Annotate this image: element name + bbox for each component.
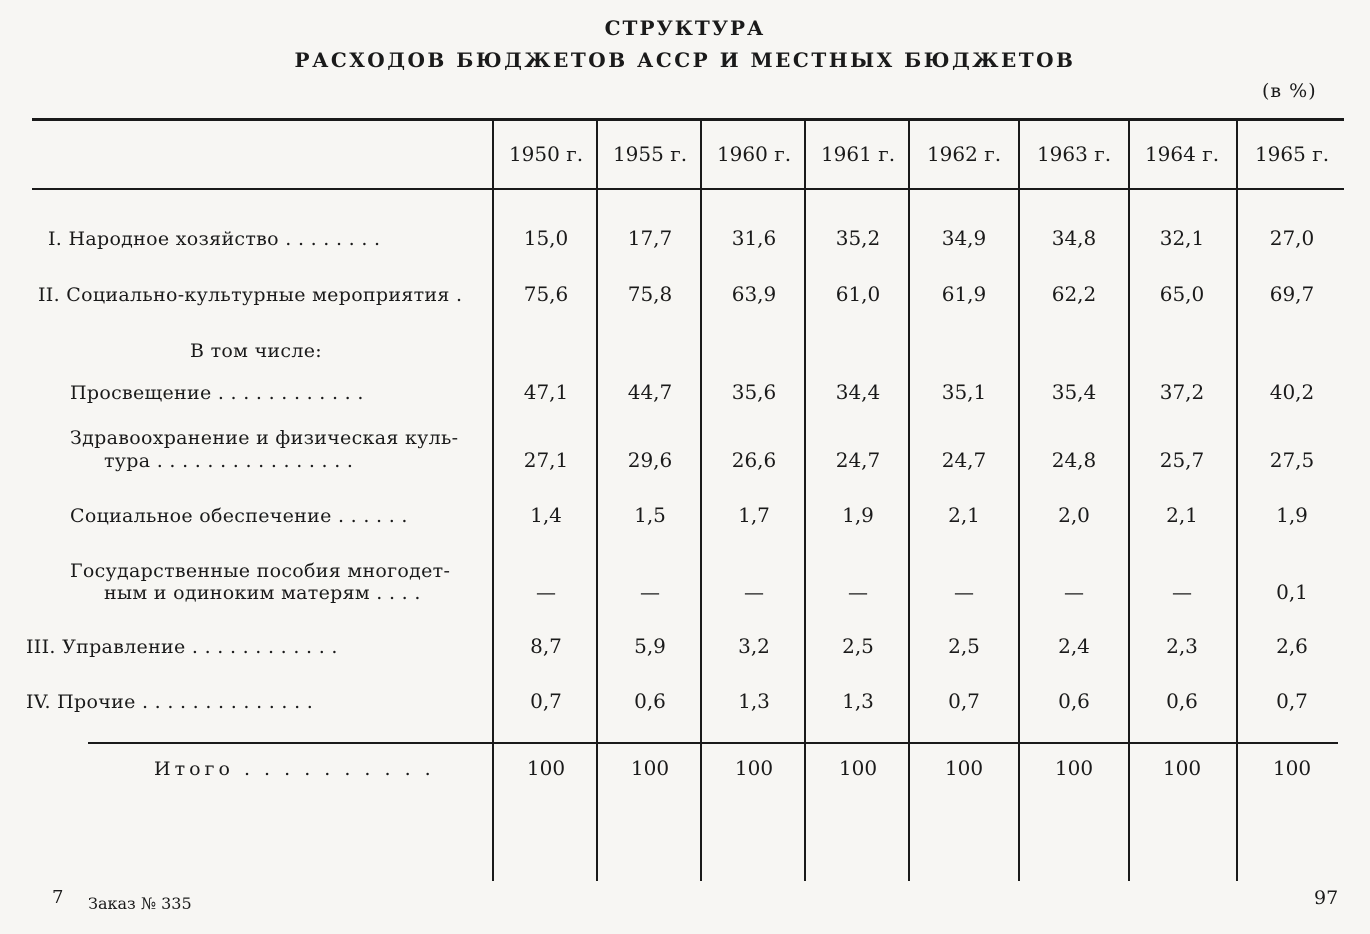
row-label-state-benefits-cont: ным и одиноким матерям . . . .	[104, 582, 421, 604]
table-cell: 24,8	[1051, 448, 1097, 472]
table-cell: 61,9	[941, 282, 987, 306]
table-cell: 1,3	[738, 689, 770, 713]
year-header: 1955 г.	[612, 142, 688, 166]
table-cell: 27,0	[1269, 226, 1315, 250]
table-cell: 1,9	[1276, 503, 1308, 527]
title-line-2: РАСХОДОВ БЮДЖЕТОВ АССР И МЕСТНЫХ БЮДЖЕТОВ	[294, 48, 1076, 72]
year-header: 1964 г.	[1144, 142, 1220, 166]
table-cell: 47,1	[523, 380, 569, 404]
year-header: 1950 г.	[508, 142, 584, 166]
row-label-social-security: Социальное обеспечение . . . . . .	[70, 505, 408, 527]
table-cell: 15,0	[523, 226, 569, 250]
table-cell: 5,9	[634, 634, 666, 658]
table-cell: 69,7	[1269, 282, 1315, 306]
table-cell: —	[848, 580, 868, 604]
table-cell: 35,1	[941, 380, 987, 404]
table-cell: 25,7	[1159, 448, 1205, 472]
row-label-other: IV. Прочие . . . . . . . . . . . . . .	[26, 691, 314, 713]
table-cell: 26,6	[731, 448, 777, 472]
table-cell: 100	[838, 756, 878, 780]
table-cell: 1,3	[842, 689, 874, 713]
table-top-rule	[32, 118, 1344, 121]
column-divider	[1018, 121, 1020, 881]
table-cell: 100	[734, 756, 774, 780]
table-cell: 29,6	[627, 448, 673, 472]
row-label-social-cultural: II. Социально-культурные мероприятия .	[38, 284, 463, 306]
table-cell: 34,4	[835, 380, 881, 404]
table-cell: 100	[944, 756, 984, 780]
table-cell: 1,4	[530, 503, 562, 527]
row-label-administration: III. Управление . . . . . . . . . . . .	[26, 636, 338, 658]
table-cell: 63,9	[731, 282, 777, 306]
table-cell: 2,1	[1166, 503, 1198, 527]
table-cell: 2,6	[1276, 634, 1308, 658]
table-cell: 100	[630, 756, 670, 780]
table-cell: 2,4	[1058, 634, 1090, 658]
order-label: Заказ № 335	[88, 894, 192, 913]
table-cell: 75,8	[627, 282, 673, 306]
table-cell: 3,2	[738, 634, 770, 658]
table-cell: —	[744, 580, 764, 604]
table-cell: 40,2	[1269, 380, 1315, 404]
table-cell: 2,1	[948, 503, 980, 527]
table-cell: 35,6	[731, 380, 777, 404]
table-cell: 8,7	[530, 634, 562, 658]
table-cell: 100	[1054, 756, 1094, 780]
table-cell: 27,5	[1269, 448, 1315, 472]
row-label-healthcare: Здравоохранение и физическая куль-	[70, 427, 459, 449]
table-cell: 24,7	[835, 448, 881, 472]
table-cell: 37,2	[1159, 380, 1205, 404]
table-cell: 32,1	[1159, 226, 1205, 250]
row-label-healthcare-cont: тура . . . . . . . . . . . . . . . .	[104, 450, 354, 472]
table-cell: —	[1172, 580, 1192, 604]
row-label-total: Итого . . . . . . . . . .	[154, 758, 435, 780]
table-cell: 2,5	[948, 634, 980, 658]
table-cell: —	[954, 580, 974, 604]
table-cell: 75,6	[523, 282, 569, 306]
table-cell: 65,0	[1159, 282, 1205, 306]
table-cell: 0,1	[1276, 580, 1308, 604]
table-cell: 34,8	[1051, 226, 1097, 250]
table-cell: 100	[1162, 756, 1202, 780]
table-cell: 24,7	[941, 448, 987, 472]
title-line-1: СТРУКТУРА	[604, 16, 766, 40]
table-cell: 44,7	[627, 380, 673, 404]
row-label-including: В том числе:	[190, 340, 322, 362]
column-divider	[1236, 121, 1238, 881]
row-label-state-benefits: Государственные пособия многодет-	[70, 560, 451, 582]
table-cell: 0,7	[948, 689, 980, 713]
year-header: 1965 г.	[1254, 142, 1330, 166]
table-cell: 0,6	[1166, 689, 1198, 713]
table-cell: 0,6	[634, 689, 666, 713]
table-cell: 31,6	[731, 226, 777, 250]
table-cell: —	[1064, 580, 1084, 604]
row-label-education: Просвещение . . . . . . . . . . . .	[70, 382, 364, 404]
table-cell: 35,4	[1051, 380, 1097, 404]
table-cell: 0,7	[530, 689, 562, 713]
total-rule	[88, 742, 1338, 744]
row-label-national-economy: I. Народное хозяйство . . . . . . . .	[48, 228, 381, 250]
table-cell: 1,5	[634, 503, 666, 527]
table-cell: 0,7	[1276, 689, 1308, 713]
year-header: 1963 г.	[1036, 142, 1112, 166]
table-cell: 62,2	[1051, 282, 1097, 306]
year-header: 1962 г.	[926, 142, 1002, 166]
table-cell: 35,2	[835, 226, 881, 250]
table-cell: 2,3	[1166, 634, 1198, 658]
table-cell: 17,7	[627, 226, 673, 250]
table-cell: 1,9	[842, 503, 874, 527]
table-cell: 2,0	[1058, 503, 1090, 527]
table-cell: 2,5	[842, 634, 874, 658]
table-cell: 0,6	[1058, 689, 1090, 713]
table-cell: 100	[1272, 756, 1312, 780]
table-cell: 61,0	[835, 282, 881, 306]
table-cell: —	[640, 580, 660, 604]
table-cell: 1,7	[738, 503, 770, 527]
table-cell: 100	[526, 756, 566, 780]
sheet-number: 7	[52, 887, 64, 908]
table-cell: —	[536, 580, 556, 604]
unit-label: (в %)	[1262, 80, 1317, 102]
year-header: 1960 г.	[716, 142, 792, 166]
table-cell: 27,1	[523, 448, 569, 472]
header-bottom-rule	[32, 188, 1344, 190]
year-header: 1961 г.	[820, 142, 896, 166]
table-cell: 34,9	[941, 226, 987, 250]
page-number: 97	[1314, 887, 1339, 909]
